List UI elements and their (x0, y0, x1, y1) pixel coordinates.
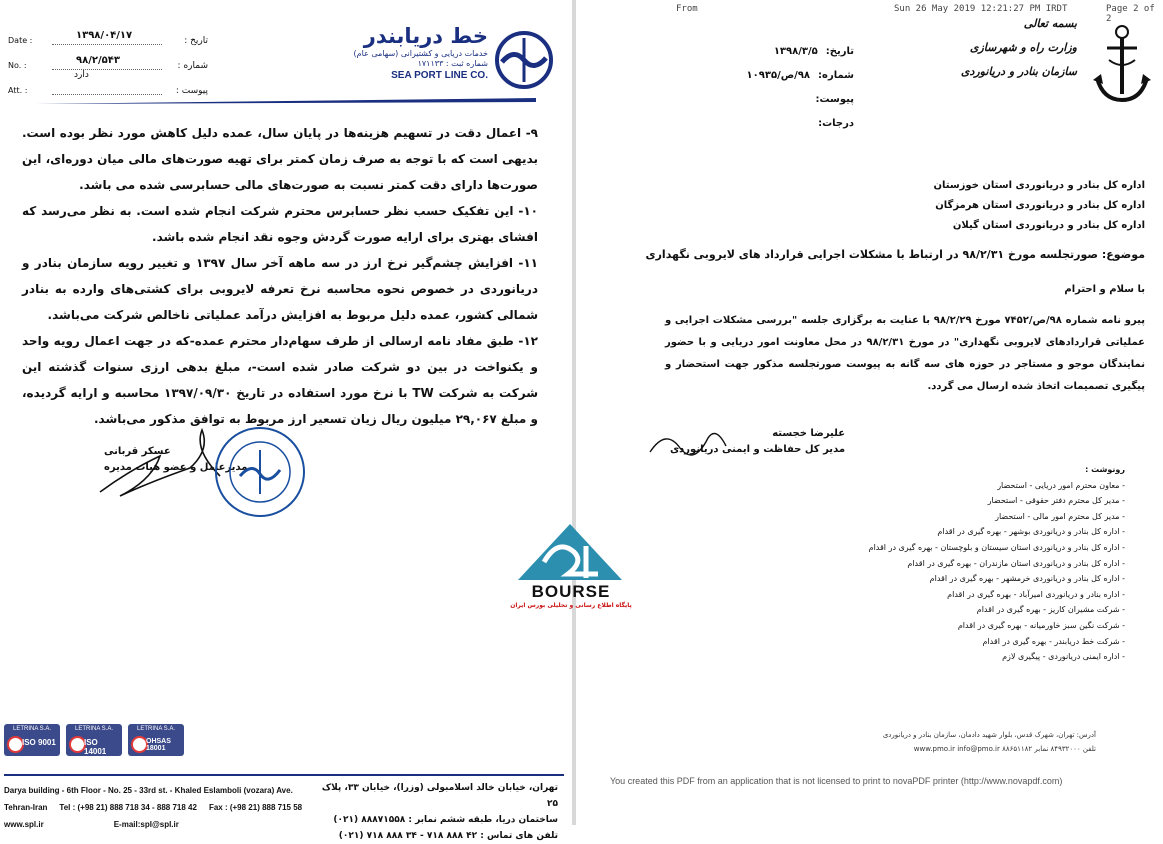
company-registration: شماره ثبت : ۱۷۱۱۳۳ (417, 59, 488, 68)
cc-item: - شرکت مشیران کاریز - بهره گیری در اقدام (976, 605, 1125, 615)
cc-section (705, 462, 1125, 665)
letter-class-row (654, 112, 854, 136)
fax-from: From (676, 4, 698, 14)
cc-item: - مدیر کل محترم دفتر حقوقی - استحضار (987, 496, 1125, 506)
letter-date-label: تاریخ: (825, 46, 854, 57)
letter-date-value: ۱۳۹۸/۳/۵ (773, 46, 818, 57)
company-seal-stamp (210, 422, 310, 522)
recipients-list (933, 176, 1145, 236)
letter-attachment-label: پیوست: (815, 94, 854, 105)
anchor-emblem-icon (1091, 20, 1153, 108)
cc-item: - اداره ایمنی دریانوردی - پیگیری لازم (1002, 652, 1125, 662)
certification-badges (4, 724, 184, 756)
cc-item: - اداره بنادر و دریانوردی امیرآباد - بهره گیری در اقدام (947, 589, 1125, 599)
right-signer-name: علیرضا خجسته (772, 428, 846, 439)
letter-number-value: ۹۸/ص/۱۰۹۳۵ (746, 70, 811, 81)
footer-divider (4, 774, 564, 776)
number-label-fa: شماره : (177, 60, 208, 71)
attachment-label-en: Att. : (8, 86, 28, 95)
cc-title: رونوشت : (1085, 465, 1125, 474)
watermark-word: BOURSE (531, 582, 611, 601)
date-label-fa: تاریخ : (184, 35, 208, 46)
fax-timestamp: Sun 26 May 2019 12:21:27 PM IRDT (894, 4, 1068, 14)
date-row (8, 28, 208, 53)
invocation-heading: بسمه تعالی (1023, 17, 1077, 30)
footer-address-en: Darya building - 6th Floor - No. 25 - 33rd st. - Khaled Eslamboli (vozara) Ave. (4, 786, 293, 795)
recipient-item: اداره کل بنادر و دریانوردی استان هرمزگان (935, 200, 1145, 211)
footer-fax: Fax : (+98 21) 888 715 58 (208, 803, 303, 812)
letter-subject: موضوع: صورتجلسه مورخ ۹۸/۲/۳۱ در ارتباط با مشکلات اجرایی قرارداد های لایروبی نگهداری (645, 248, 1145, 261)
paragraph-11: ۱۱- افزایش چشم‌گیر نرخ ارز در سه ماهه آخر سال ۱۳۹۷ و تغییر رویه سازمان بنادر و دریانوردی در خصوص نحوه محاسبه نرخ تعرفه لایروبی برای کشتی‌های وارده به بنادر شمالی کشور، عمده دلیل مربوط به افزایش درآمد عملیاتی ناخالص شرکت می‌باشد. (22, 256, 539, 322)
right-letter-page (576, 0, 1163, 825)
footer-phone-fa: تلفن های تماس : ۴۲ ۸۸۸ ۷۱۸ - ۳۴ ۸۸۸ ۷۱۸ (۰۲۱) (338, 831, 558, 841)
paragraph-12: ۱۲- طبق مفاد نامه ارسالی از طرف سهام‌دار محترم عمده-که در جهت اعمال رویه واحد و یکنواخت در بین دو شرکت صادر شده است-، مبلغ بدهی ارزی سنوات گذشته این شرکت به شرکت TW با نرخ مورد استفاده در تاریخ ۱۳۹۷/۰۹/۳۰ محاسبه و ارایه گردیده، و مبلغ ۲۹,۰۶۷ میلیون ریال زیان تسعیر ارز مربوط به توافق مذکور می‌باشد. (22, 334, 538, 426)
company-subtitle: خدمات دریایی و کشتیرانی (سهامی عام) (353, 49, 488, 58)
date-label-en: Date : (8, 36, 33, 45)
paragraph-9: ۹- اعمال دقت در تسهیم هزینه‌ها در پایان سال، عمده دلیل کاهش مورد نظر بوده است. بدیهی است که با توجه به صرف زمان کمتر برای تهیه صورت‌های مالی میان دوره‌ای، این صورت‌ها دارای دقت کمتر نسبت به صورت‌های مالی حسابرسی شده می باشد. (22, 126, 538, 192)
cc-item: - شرکت نگین سبز خاورمیانه - بهره گیری در اقدام (957, 620, 1125, 630)
attachment-label-fa: پیوست : (175, 85, 208, 96)
cc-item: - شرکت خط دریابندر - بهره گیری در اقدام (982, 636, 1125, 646)
number-value: ۹۸/۲/۵۴۳ (76, 55, 120, 66)
sea-port-emblem-icon (494, 30, 554, 90)
cc-item: - اداره کل بنادر و دریانوردی بوشهر - بهره گیری در اقدام (937, 527, 1125, 537)
letter-body (22, 120, 538, 432)
letter-number-row (654, 64, 854, 88)
company-logo (344, 16, 554, 96)
cert-badge-ohsas18001: LETRINA S.A. OHSAS 18001 (128, 724, 184, 756)
left-letter-page (0, 0, 572, 841)
header-divider (36, 98, 536, 104)
attachment-has-value: دارد (74, 70, 89, 80)
letter-number-label: شماره: (818, 70, 854, 81)
recipient-item: اداره کل بنادر و دریانوردی استان گیلان (952, 220, 1145, 231)
number-label-en: No. : (8, 61, 27, 70)
footer-website: www.spl.ir (4, 820, 44, 829)
cert-badge-iso9001: LETRINA S.A. ISO 9001 (4, 724, 60, 756)
letter-greeting: با سلام و احترام (1064, 284, 1145, 295)
letter-metadata (654, 40, 854, 136)
company-name-en: SEA PORT LINE CO. (391, 70, 488, 81)
fax-page-count: Page 2 of 2 (1106, 4, 1155, 24)
signer-title: مدیرعامل و عضو هیات مدیره (104, 462, 248, 473)
number-row (8, 53, 208, 78)
footer-english (4, 782, 304, 833)
right-address-line: آدرس: تهران، شهرک قدس، بلوار شهید دادمان، سازمان بنادر و دریانوردی (882, 731, 1096, 739)
ministry-name: وزارت راه و شهرسازی (969, 41, 1077, 54)
letter-class-label: درجات: (818, 118, 854, 129)
cc-list (705, 478, 1125, 665)
right-signer-title: مدیر کل حفاظت و ایمنی دریانوردی (670, 444, 846, 455)
watermark-tagline: پایگاه اطلاع رسانی و تحلیلی بورس ایران (510, 602, 632, 609)
ministry-header (961, 12, 1077, 84)
organization-name: سازمان بنادر و دریانوردی (960, 65, 1077, 78)
letter-date-row (654, 40, 854, 64)
footer-email: E-mail:spl@spl.ir (113, 820, 179, 829)
cc-item: - معاون محترم امور دریایی - استحضار (997, 480, 1125, 490)
right-footer-address (656, 728, 1096, 756)
letter-attachment-row (654, 88, 854, 112)
paragraph-10: ۱۰- این تفکیک حسب نظر حسابرس محترم شرکت انجام شده است. به نظر می‌رسد که افشای بهتری برای ارایه صورت گردش وجوه نقد انجام شده باشد. (22, 204, 538, 244)
date-value: ۱۳۹۸/۰۴/۱۷ (76, 30, 133, 41)
cc-item: - اداره کل بنادر و دریانوردی استان سیستان و بلوچستان - بهره گیری در اقدام (868, 542, 1125, 552)
signer-name: عسکر قربانی (104, 446, 171, 457)
footer-building-fa: ساختمان دریا، طبقه ششم نمابر : ۸۸۸۷۱۵۵۸ (۰۲۱) (333, 815, 558, 825)
footer-city: Tehran-Iran (4, 803, 48, 812)
cert-badge-iso14001: LETRINA S.A. ISO 14001 (66, 724, 122, 756)
letter-header-fields (8, 28, 208, 103)
right-contact-line: تلفن ۸۴۹۳۲۰۰۰ نمابر ۸۸۶۵۱۱۸۲ www.pmo.ir info@pmo.ir (913, 745, 1096, 753)
letter-body-right: پیرو نامه شماره ۹۸/ص/۷۴۵۲ مورخ ۹۸/۲/۲۹ با عنایت به برگزاری جلسه "بررسی مشکلات اجرایی و عملیاتی قراردادهای لایروبی نگهداری" در مورخ ۹۸/۲/۳۱ در محل معاونت امور دریایی و با حضور نمایندگان موجو و مستاجر در حوزه های سه گانه به پیوست صورتجلسه مذکور جهت استحضار و پیگیری تصمیمات اتخاذ شده ارسال می گردد. (665, 315, 1145, 392)
footer-persian (308, 780, 558, 844)
recipient-item: اداره کل بنادر و دریانوردی استان خوزستان (933, 180, 1145, 191)
footer-address-fa: تهران، خیابان خالد اسلامبولی (وزرا)، خیابان ۳۳، پلاک ۲۵ (321, 783, 558, 809)
cc-item: - اداره کل بنادر و دریانوردی خرمشهر - بهره گیری در اقدام (929, 574, 1125, 584)
right-signature (670, 426, 845, 458)
cc-item: - اداره کل بنادر و دریانوردی استان مازندران - بهره گیری در اقدام (907, 558, 1125, 568)
cc-item: - مدیر کل محترم امور مالی - استحضار (995, 511, 1125, 521)
footer-tel: Tel : (+98 21) 888 718 34 - 888 718 42 (59, 803, 197, 812)
novapdf-notice: You created this PDF from an application that is not licensed to print to novaPDF printer (http://www.novapdf.com) (610, 776, 1063, 786)
company-name-fa: خط دریابندر (363, 24, 488, 48)
